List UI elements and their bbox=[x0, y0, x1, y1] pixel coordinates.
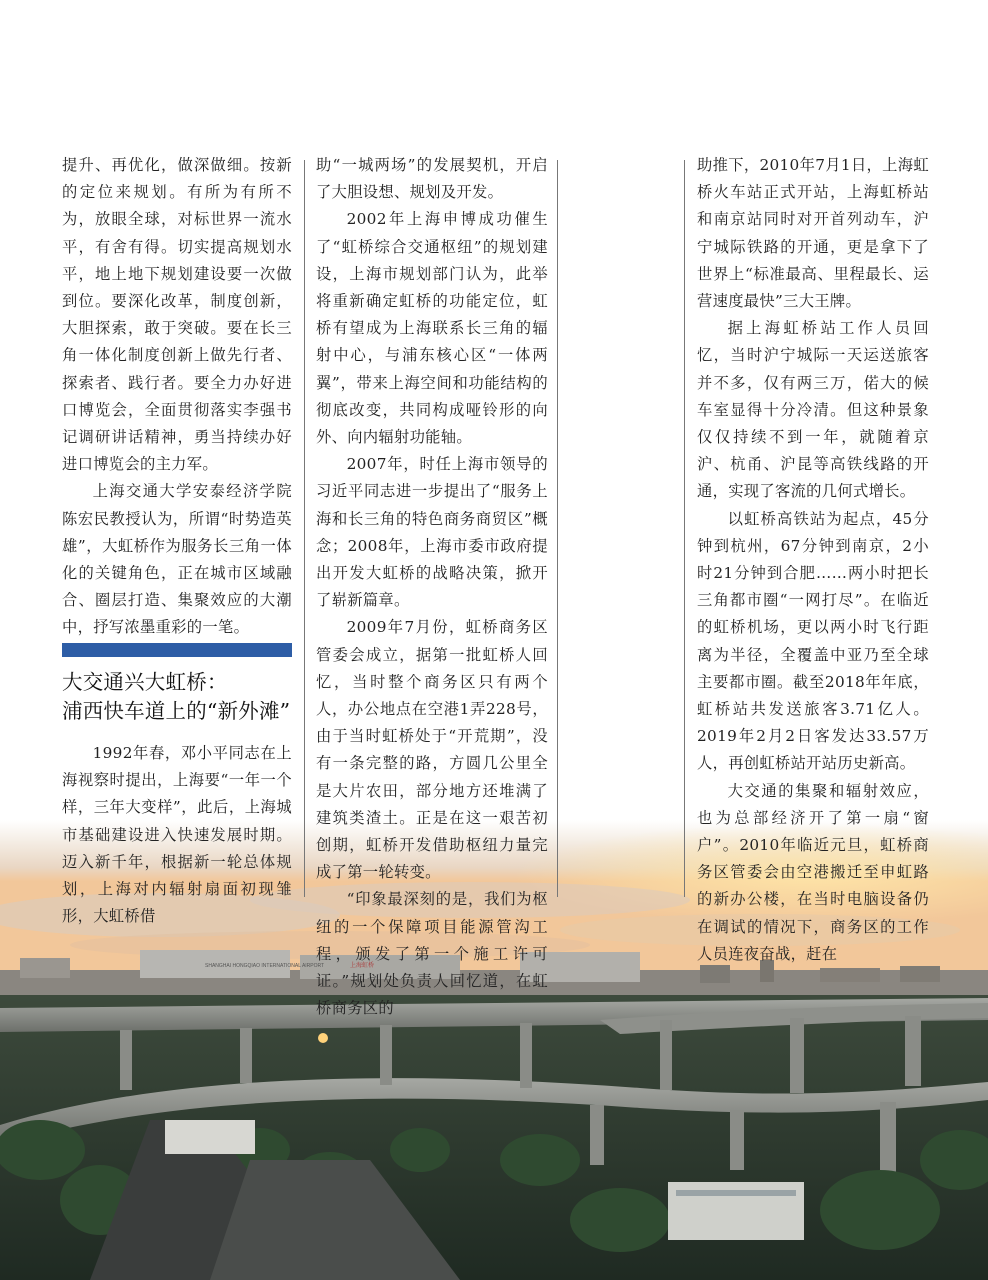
paragraph: 2002年上海申博成功催生了“虹桥综合交通枢纽”的规划建设，上海市规划部门认为，此举将重新确定虹桥的功能定位，虹桥有望成为上海联系长三角的辐射中心，与浦东核心区“一体两翼”，带来上海空间和功能结构的彻底改变，共同构成哑铃形的向外、向内辐射功能轴。 bbox=[316, 210, 548, 447]
section-accent-bar bbox=[62, 643, 292, 657]
paragraph: 据上海虹桥站工作人员回忆，当时沪宁城际一天运送旅客并不多，仅有两三万，偌大的候车室显得十分冷清。但这种景象仅仅持续不到一年，就随着京沪、杭甬、沪昆等高铁线路的开通，实现了客流的几何式增长。 bbox=[697, 319, 929, 501]
section-heading-line-1: 大交通兴大虹桥： bbox=[62, 670, 228, 694]
section-heading-line-2: 浦西快车道上的“新外滩” bbox=[62, 699, 291, 723]
column-divider bbox=[557, 160, 558, 897]
paragraph: 提升、再优化，做深做细。按新的定位来规划。有所为有所不为，放眼全球，对标世界一流水平，有舍有得。切实提高规划水平，地上地下规划建设要一次做到位。要深化改革，制度创新，大胆探索，敢于突破。要在长三角一体化制度创新上做先行者、探索者、践行者。要全力办好进口博览会，全面贯彻落实李强书记调研讲话精神，勇当持续办好进口博览会的主力军。 bbox=[62, 156, 292, 474]
column-3 bbox=[697, 152, 929, 968]
column-divider bbox=[304, 160, 305, 897]
column-2 bbox=[316, 152, 548, 1023]
paragraph: 上海交通大学安泰经济学院陈宏民教授认为，所谓“时势造英雄”，大虹桥作为服务长三角一体化的关键角色，正在城市区域融合、圈层打造、集聚效应的大潮中，抒写浓墨重彩的一笔。 bbox=[62, 482, 292, 637]
paragraph: 2007年，时任上海市领导的习近平同志进一步提出了“服务上海和长三角的特色商务商贸区”概念；2008年，上海市委市政府提出开发大虹桥的战略决策，掀开了崭新篇章。 bbox=[316, 455, 548, 610]
paragraph: 助“一城两场”的发展契机，开启了大胆设想、规划及开发。 bbox=[316, 156, 548, 202]
terminal-sign-cn: 上海虹桥 bbox=[350, 963, 375, 969]
paragraph: 1992年春，邓小平同志在上海视察时提出，上海要“一年一个样，三年大变样”，此后，上海城市基础建设进入快速发展时期。迈入新千年，根据新一轮总体规划，上海对内辐射扇面初现雏形，大虹桥借 bbox=[62, 744, 292, 926]
column-1-continued bbox=[62, 740, 292, 930]
paragraph: 助推下，2010年7月1日，上海虹桥火车站正式开站，上海虹桥站和南京站同时对开首列动车，沪宁城际铁路的开通，更是拿下了世界上“标准最高、里程最长、运营速度最快”三大王牌。 bbox=[697, 156, 929, 311]
column-divider bbox=[684, 160, 685, 897]
column-1 bbox=[62, 152, 292, 642]
terminal-sign: SHANGHAI HONGQIAO INTERNATIONAL AIRPORT bbox=[205, 963, 325, 969]
paragraph: “印象最深刻的是，我们为枢纽的一个保障项目能源管沟工程，颁发了第一个施工许可证。”规划处负责人回忆道，在虹桥商务区的 bbox=[316, 890, 548, 1018]
paragraph: 以虹桥高铁站为起点，45分钟到杭州，67分钟到南京，2小时21分钟到合肥……两小时把长三角都市圈“一网打尽”。在临近的虹桥机场，更以两小时飞行距离为半径，全覆盖中亚乃至全球主要都市圈。截至2018年年底，虹桥站共发送旅客3.71亿人。2019年2月2日客发达33.57万人，再创虹桥站开站历史新高。 bbox=[697, 509, 929, 773]
section-heading bbox=[62, 668, 298, 726]
paragraph: 大交通的集聚和辐射效应，也为总部经济开了第一扇“窗户”。2010年临近元旦，虹桥商务区管委会由空港搬迁至申虹路的新办公楼，在当时电脑设备仍在调试的情况下，商务区的工作人员连夜奋战，赶在 bbox=[697, 781, 929, 963]
paragraph: 2009年7月份，虹桥商务区管委会成立，据第一批虹桥人回忆，当时整个商务区只有两个人，办公地点在空港1弄228号，由于当时虹桥处于“开荒期”，没有一条完整的路，方圆几公里全是大片农田，部分地方还堆满了建筑类渣土。正是在这一艰苦初创期，虹桥开发借助枢纽力量完成了第一轮转变。 bbox=[316, 618, 548, 882]
